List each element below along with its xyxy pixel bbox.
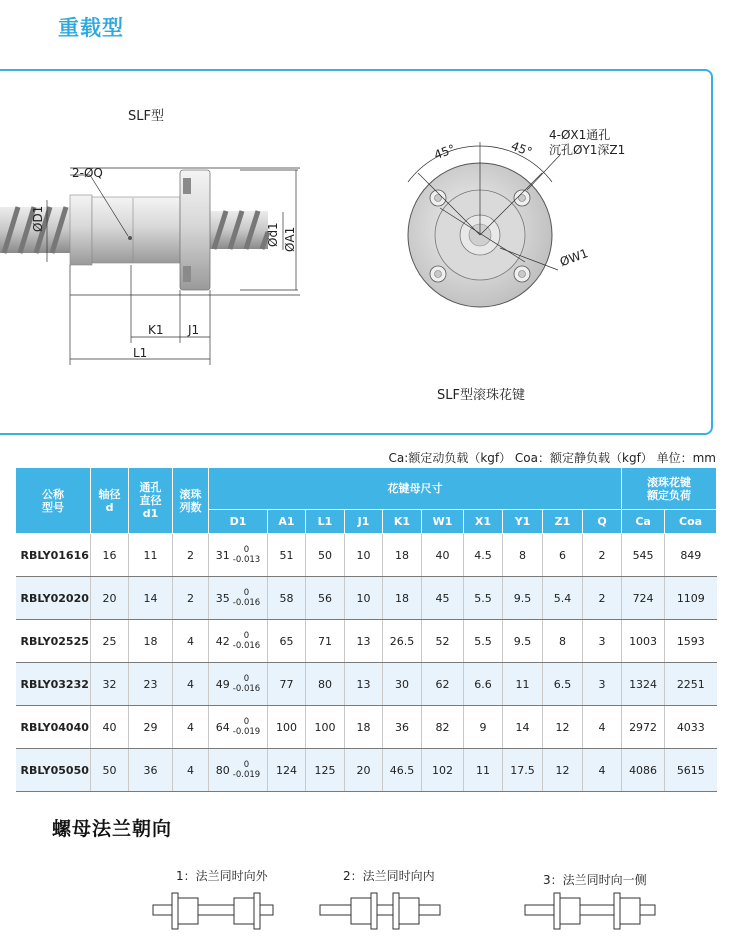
tolerance-lower: -0.019	[232, 770, 261, 780]
cell-d1	[209, 706, 268, 749]
table-row	[16, 620, 717, 663]
cell-j1: 10	[345, 577, 383, 620]
cell-w1: 62	[422, 663, 464, 706]
subheader-ca: Ca	[622, 510, 665, 534]
cell-k1: 46.5	[383, 749, 422, 792]
cell-ca: 1324	[622, 663, 665, 706]
label-counterbore: 沉孔ØY1深Z1	[549, 143, 626, 157]
label-holes: 4-ØX1通孔	[549, 128, 611, 142]
cell-y1: 9.5	[503, 620, 543, 663]
cell-ca: 4086	[622, 749, 665, 792]
orientation-option-3: 3：法兰同时向一侧	[543, 873, 647, 887]
cell-coa: 5615	[665, 749, 717, 792]
table-row	[16, 663, 717, 706]
cell-y1: 14	[503, 706, 543, 749]
cell-q: 4	[583, 749, 622, 792]
cell-d1: 11	[129, 534, 173, 577]
subheader-y1: Y1	[503, 510, 543, 534]
cell-ca: 545	[622, 534, 665, 577]
header-nut-group: 花键母尺寸	[209, 468, 622, 510]
table-row	[16, 706, 717, 749]
cell-coa: 849	[665, 534, 717, 577]
spec-table	[15, 467, 717, 792]
cell-d1	[209, 577, 268, 620]
cell-x1: 11	[464, 749, 503, 792]
label-angle-left: 45°	[432, 141, 458, 163]
cell-a1: 77	[268, 663, 306, 706]
cell-model: RBLY05050	[16, 749, 91, 792]
cell-y1: 11	[503, 663, 543, 706]
orientation-option-2: 2：法兰同时向内	[343, 869, 435, 883]
cell-d1: 36	[129, 749, 173, 792]
cell-a1: 100	[268, 706, 306, 749]
cell-x1: 9	[464, 706, 503, 749]
cell-w1: 52	[422, 620, 464, 663]
header-shaft: 轴径 d	[91, 468, 129, 534]
label-angle-right: 45°	[509, 138, 535, 160]
orientation-option-1: 1：法兰同时向外	[176, 869, 268, 883]
cell-coa: 4033	[665, 706, 717, 749]
table-row	[16, 577, 717, 620]
label-l1: L1	[133, 346, 148, 360]
table-row	[16, 534, 717, 577]
subheader-z1: Z1	[543, 510, 583, 534]
cell-d: 50	[91, 749, 129, 792]
cell-x1: 6.6	[464, 663, 503, 706]
subheader-w1: W1	[422, 510, 464, 534]
subheader-a1: A1	[268, 510, 306, 534]
subheader-l1: L1	[306, 510, 345, 534]
cell-j1: 10	[345, 534, 383, 577]
header-load-group: 滚珠花键 额定负荷	[622, 468, 717, 510]
cell-rows: 4	[173, 706, 209, 749]
units-caption: Ca:额定动负载（kgf） Coa：额定静负载（kgf） 单位：mm	[388, 451, 716, 465]
cell-d1: 29	[129, 706, 173, 749]
cell-q: 3	[583, 620, 622, 663]
cell-rows: 4	[173, 749, 209, 792]
tolerance-upper: 0	[243, 717, 250, 727]
cell-y1: 8	[503, 534, 543, 577]
cell-d1-value: 35	[215, 591, 230, 605]
nut-body	[70, 170, 210, 290]
cell-z1: 5.4	[543, 577, 583, 620]
cell-a1: 124	[268, 749, 306, 792]
header-rows: 滚珠 列数	[173, 468, 209, 534]
cell-d1	[209, 663, 268, 706]
cell-d1	[209, 620, 268, 663]
cell-k1: 18	[383, 577, 422, 620]
cell-x1: 5.5	[464, 577, 503, 620]
label-d1: ØD1	[31, 205, 45, 232]
cell-x1: 5.5	[464, 620, 503, 663]
cell-l1: 71	[306, 620, 345, 663]
cell-l1: 125	[306, 749, 345, 792]
cell-model: RBLY01616	[16, 534, 91, 577]
cell-w1: 102	[422, 749, 464, 792]
cell-a1: 51	[268, 534, 306, 577]
cell-model: RBLY02020	[16, 577, 91, 620]
shaft-right	[210, 211, 268, 249]
subheader-d1: D1	[209, 510, 268, 534]
cell-z1: 12	[543, 749, 583, 792]
subheader-x1: X1	[464, 510, 503, 534]
tolerance-lower: -0.013	[232, 555, 261, 565]
cell-coa: 1593	[665, 620, 717, 663]
cell-rows: 2	[173, 534, 209, 577]
cell-z1: 12	[543, 706, 583, 749]
cell-z1: 8	[543, 620, 583, 663]
cell-k1: 30	[383, 663, 422, 706]
tolerance-lower: -0.016	[232, 598, 261, 608]
cell-d: 20	[91, 577, 129, 620]
tolerance-lower: -0.016	[232, 641, 261, 651]
label-small-d1: Ød1	[266, 222, 280, 247]
cell-w1: 45	[422, 577, 464, 620]
cell-a1: 58	[268, 577, 306, 620]
cell-q: 2	[583, 534, 622, 577]
orientation-title: 螺母法兰朝向	[52, 818, 173, 840]
label-q: 2-ØQ	[72, 166, 103, 180]
label-j1: J1	[188, 323, 200, 337]
cell-z1: 6	[543, 534, 583, 577]
label-a1: ØA1	[283, 226, 297, 252]
tolerance-upper: 0	[243, 674, 250, 684]
cell-d1: 14	[129, 577, 173, 620]
cell-rows: 4	[173, 663, 209, 706]
label-w1: ØW1	[558, 246, 590, 270]
cell-d1-value: 64	[215, 720, 230, 734]
subheader-k1: K1	[383, 510, 422, 534]
cell-j1: 20	[345, 749, 383, 792]
tolerance-lower: -0.016	[232, 684, 261, 694]
side-view-caption: SLF型	[128, 109, 164, 124]
front-view-caption: SLF型滚珠花键	[437, 388, 525, 403]
subheader-j1: J1	[345, 510, 383, 534]
cell-d: 32	[91, 663, 129, 706]
cell-z1: 6.5	[543, 663, 583, 706]
cell-ca: 1003	[622, 620, 665, 663]
subheader-q: Q	[583, 510, 622, 534]
cell-q: 3	[583, 663, 622, 706]
tolerance-lower: -0.019	[232, 727, 261, 737]
cell-model: RBLY03232	[16, 663, 91, 706]
cell-d1	[209, 534, 268, 577]
cell-a1: 65	[268, 620, 306, 663]
cell-d: 16	[91, 534, 129, 577]
header-model: 公称 型号	[16, 468, 91, 534]
cell-d1-value: 42	[215, 634, 230, 648]
cell-l1: 100	[306, 706, 345, 749]
cell-d1-value: 49	[215, 677, 230, 691]
cell-y1: 9.5	[503, 577, 543, 620]
cell-d1: 23	[129, 663, 173, 706]
label-k1: K1	[148, 323, 164, 337]
cell-l1: 80	[306, 663, 345, 706]
cell-w1: 40	[422, 534, 464, 577]
cell-rows: 4	[173, 620, 209, 663]
cell-ca: 2972	[622, 706, 665, 749]
cell-w1: 82	[422, 706, 464, 749]
cell-y1: 17.5	[503, 749, 543, 792]
tolerance-upper: 0	[243, 588, 250, 598]
orientation-diagrams	[153, 893, 655, 929]
header-hole: 通孔 直径 d1	[129, 468, 173, 534]
cell-q: 4	[583, 706, 622, 749]
cell-k1: 26.5	[383, 620, 422, 663]
cell-k1: 18	[383, 534, 422, 577]
cell-coa: 1109	[665, 577, 717, 620]
cell-d1-value: 80	[215, 763, 230, 777]
subheader-coa: Coa	[665, 510, 717, 534]
cell-model: RBLY04040	[16, 706, 91, 749]
cell-d: 40	[91, 706, 129, 749]
cell-rows: 2	[173, 577, 209, 620]
cell-j1: 13	[345, 663, 383, 706]
cell-coa: 2251	[665, 663, 717, 706]
cell-ca: 724	[622, 577, 665, 620]
page-title: 重载型	[58, 16, 124, 40]
tolerance-upper: 0	[243, 545, 250, 555]
cell-k1: 36	[383, 706, 422, 749]
cell-model: RBLY02525	[16, 620, 91, 663]
tolerance-upper: 0	[243, 631, 250, 641]
cell-j1: 18	[345, 706, 383, 749]
cell-d1	[209, 749, 268, 792]
cell-l1: 50	[306, 534, 345, 577]
cell-d: 25	[91, 620, 129, 663]
cell-q: 2	[583, 577, 622, 620]
cell-d1: 18	[129, 620, 173, 663]
cell-d1-value: 31	[215, 548, 230, 562]
front-view	[408, 142, 560, 307]
cell-j1: 13	[345, 620, 383, 663]
cell-l1: 56	[306, 577, 345, 620]
table-row	[16, 749, 717, 792]
cell-x1: 4.5	[464, 534, 503, 577]
tolerance-upper: 0	[243, 760, 250, 770]
